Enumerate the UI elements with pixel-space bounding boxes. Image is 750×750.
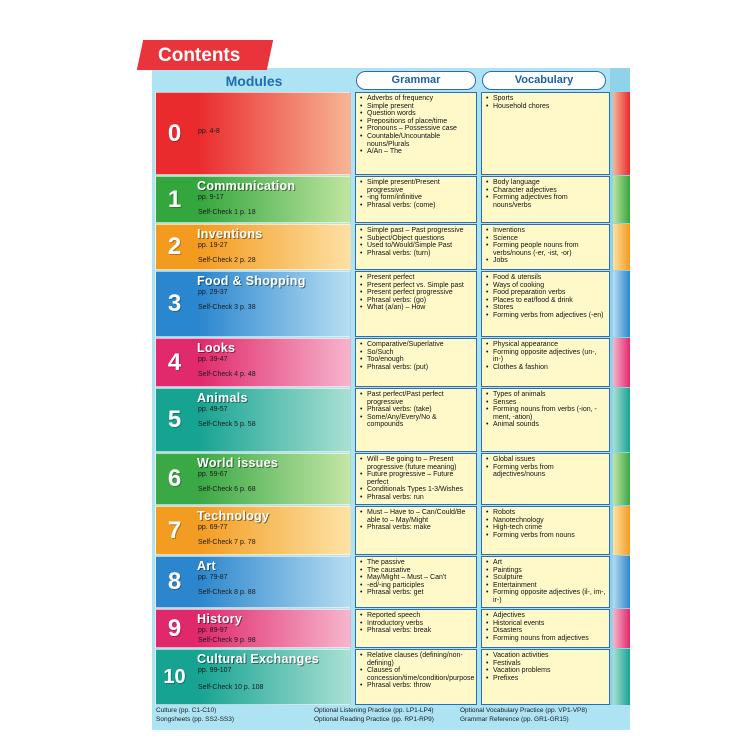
grammar-list [360,559,473,597]
vocabulary-item: • Forming people nouns from verbs/nouns (-er, -ist, -or) [486,242,606,257]
vocabulary-cell [481,453,610,505]
module-title: Looks [197,341,236,355]
module-row [155,271,610,337]
vocabulary-item: • Sculpture [486,574,606,582]
vocabulary-item: • Forming nouns from verbs (-ion, -ment, -ation) [486,406,606,421]
grammar-item: • The causative [360,567,473,575]
color-edge-strip [613,271,630,337]
vocabulary-item: • Senses [486,399,606,407]
vocabulary-cell [481,609,610,648]
footer [152,705,630,730]
grammar-item: • Reported speech [360,612,473,620]
grammar-item: • Must – Have to – Can/Could/Be able to – May/Might [360,509,473,524]
grammar-item: • Introductory verbs [360,620,473,628]
module-number: 5 [167,406,182,433]
vocabulary-item: • Ways of cooking [486,282,606,290]
vocabulary-item: • Forming opposite adjectives (il-, im-, ir-) [486,589,606,604]
module-selfcheck: Self-Check 5 p. 58 [198,421,256,428]
vocabulary-list [486,179,606,209]
vocabulary-item: • Historical events [486,620,606,628]
vocabulary-cell [481,338,610,387]
grammar-cell [355,506,477,555]
module-number: 3 [167,290,182,317]
module-block[interactable] [155,453,351,505]
vocabulary-item: • Stores [486,304,606,312]
module-block[interactable] [155,338,351,387]
vocabulary-item: • Adjectives [486,612,606,620]
vocabulary-item: • Art [486,559,606,567]
color-edge-strip [613,92,630,175]
module-block[interactable] [155,92,351,175]
module-row [155,92,610,175]
grammar-item: • Pronouns – Possessive case [360,125,473,133]
vocabulary-item: • Prefixes [486,675,606,683]
color-edge-strip [613,338,630,387]
vocabulary-cell [481,506,610,555]
grammar-cell [355,224,477,270]
footer-link-grammar[interactable]: Grammar Reference (pp. GR1-GR15) [460,716,569,723]
grammar-item: • Phrasal verbs: (put) [360,364,473,372]
grammar-item: • Conditionals Types 1-3/Wishes [360,486,473,494]
grammar-item: • Adverbs of frequency [360,95,473,103]
module-number: 8 [167,568,182,595]
grammar-item: • Present perfect [360,274,473,282]
vocabulary-item: • Forming nouns from adjectives [486,635,606,643]
module-title: Technology [197,509,270,523]
grammar-item: • Simple present/Present progressive [360,179,473,194]
grammar-item: • The passive [360,559,473,567]
footer-link-culture[interactable]: Culture (pp. C1-C10) [156,707,217,714]
grammar-header: Grammar [356,71,476,90]
vocabulary-cell [481,224,610,270]
module-row [155,176,610,223]
grammar-item: • Present perfect progressive [360,289,473,297]
vocabulary-list [486,559,606,605]
module-number: 7 [167,516,182,544]
grammar-item: • Simple past – Past progressive [360,227,473,235]
module-number: 0 [167,119,182,147]
module-title: Communication [197,179,296,193]
color-edge-strip [613,556,630,608]
vocabulary-header: Vocabulary [482,71,606,90]
grammar-list [360,227,473,257]
module-title: Animals [197,391,248,405]
module-block[interactable] [155,609,351,648]
grammar-item: • Phrasal verbs: (go) [360,297,473,305]
grammar-list [360,391,473,429]
vocabulary-list [486,391,606,429]
vocabulary-item: • Animal sounds [486,421,606,429]
vocabulary-item: • Nanotechnology [486,517,606,525]
module-block[interactable] [155,649,351,705]
module-block[interactable] [155,176,351,223]
module-pages: pp. 79-87 [198,574,228,581]
grammar-list [360,179,473,209]
vocabulary-item: • Places to eat/food & drink [486,297,606,305]
color-edge-strip [613,453,630,505]
color-edge-strip [613,609,630,648]
module-title: Cultural Exchanges [197,652,320,666]
vocabulary-item: • Body language [486,179,606,187]
vocabulary-list [486,456,606,479]
grammar-cell [355,388,477,452]
module-pages: pp. 59-67 [198,471,228,478]
module-row [155,338,610,387]
vocabulary-item: • Forming verbs from adjectives/nouns [486,464,606,479]
module-selfcheck: Self-Check 8 p. 88 [198,589,256,596]
vocabulary-item: • Disasters [486,627,606,635]
grammar-item: • Prepositions of place/time [360,118,473,126]
grammar-item: • Used to/Would/Simple Past [360,242,473,250]
grammar-list [360,509,473,532]
module-row [155,224,610,270]
vocabulary-item: • Paintings [486,567,606,575]
vocabulary-item: • Vacation activities [486,652,606,660]
vocabulary-list [486,341,606,371]
grammar-cell [355,338,477,387]
grammar-item: • Phrasal verbs: (come) [360,202,473,210]
vocabulary-item: • Physical appearance [486,341,606,349]
footer-link-listening[interactable]: Optional Listening Practice (pp. LP1-LP4) [314,707,434,714]
module-row [155,609,610,648]
grammar-cell [355,649,477,705]
grammar-item: • Some/Any/Every/No & compounds [360,414,473,429]
module-row [155,649,610,705]
module-number: 1 [167,185,182,213]
vocabulary-item: • Forming verbs from nouns [486,532,606,540]
vocabulary-list [486,509,606,539]
grammar-item: • Future progressive – Future perfect [360,471,473,486]
vocabulary-list [486,274,606,320]
grammar-item: • Phrasal verbs: (take) [360,406,473,414]
grammar-item: • What (a/an) – How [360,304,473,312]
grammar-item: • Phrasal verbs: break [360,627,473,635]
vocabulary-cell [481,92,610,175]
module-number: 4 [167,348,182,376]
footer-link-reading[interactable]: Optional Reading Practice (pp. RP1-RP9) [314,716,434,723]
grammar-cell [355,176,477,223]
module-row [155,506,610,555]
vocabulary-item: • Entertainment [486,582,606,590]
footer-link-vocabulary[interactable]: Optional Vocabulary Practice (pp. VP1-VP8) [460,707,588,714]
grammar-item: • Countable/Uncountable nouns/Plurals [360,133,473,148]
grammar-item: • Phrasal verbs: make [360,524,473,532]
module-block[interactable] [155,271,351,337]
footer-link-songsheets[interactable]: Songsheets (pp. SS2-SS3) [156,716,235,723]
grammar-cell [355,271,477,337]
color-edge-strip [613,224,630,270]
module-selfcheck: Self-Check 9 p. 98 [198,637,256,644]
grammar-item: • Phrasal verbs: get [360,589,473,597]
grammar-cell [355,92,477,175]
grammar-item: • Too/enough [360,356,473,364]
grammar-item: • Present perfect vs. Simple past [360,282,473,290]
grammar-list [360,456,473,502]
module-pages: pp. 9-17 [198,194,224,201]
module-selfcheck: Self-Check 7 p. 78 [198,539,256,546]
modules-header: Modules [225,73,283,89]
grammar-list [360,341,473,371]
grammar-item: • Relative clauses (defining/non-defining) [360,652,473,667]
module-number: 6 [167,465,182,492]
module-pages: pp. 19-27 [198,242,228,249]
color-edge-strip [613,506,630,555]
grammar-item: • -ing form/infinitive [360,194,473,202]
module-title: Food & Shopping [197,274,306,288]
grammar-list [360,612,473,635]
module-selfcheck: Self-Check 6 p. 68 [198,486,256,493]
grammar-item: • A/An – The [360,148,473,156]
grammar-item: • Question words [360,110,473,118]
vocabulary-item: • Inventions [486,227,606,235]
module-pages: pp. 99-107 [198,667,232,674]
color-edge-strip [613,176,630,223]
grammar-item: • Simple present [360,103,473,111]
grammar-item: • -ed/-ing participles [360,582,473,590]
vocabulary-list [486,227,606,265]
grammar-list [360,274,473,312]
module-selfcheck: Self-Check 4 p. 48 [198,371,256,378]
grammar-cell [355,453,477,505]
vocabulary-cell [481,176,610,223]
grammar-item: • So/Such [360,349,473,357]
vocabulary-cell [481,556,610,608]
grammar-item: • Phrasal verbs: (turn) [360,250,473,258]
vocabulary-list [486,95,606,110]
vocabulary-item: • Vacation problems [486,667,606,675]
module-pages: pp. 89-97 [198,627,228,634]
module-title: Art [197,559,216,573]
vocabulary-cell [481,649,610,705]
module-selfcheck: Self-Check 10 p. 108 [198,684,264,691]
grammar-cell [355,556,477,608]
vocabulary-cell [481,388,610,452]
module-pages: pp. 39-47 [198,356,228,363]
color-edge-strip [613,649,630,705]
vocabulary-item: • Jobs [486,257,606,265]
module-number: 9 [167,614,182,642]
module-number: 2 [167,233,182,260]
grammar-item: • Past perfect/Past perfect progressive [360,391,473,406]
module-pages: pp. 29-37 [198,289,228,296]
module-row [155,453,610,505]
vocabulary-cell [481,271,610,337]
module-selfcheck: Self-Check 3 p. 38 [198,304,256,311]
module-selfcheck: Self-Check 1 p. 18 [198,209,256,216]
vocabulary-item: • Household chores [486,103,606,111]
vocabulary-list [486,612,606,642]
grammar-item: • Will – Be going to – Present progressive (future meaning) [360,456,473,471]
module-title: World issues [197,456,279,470]
vocabulary-item: • Forming adjectives from nouns/verbs [486,194,606,209]
module-row [155,556,610,608]
grammar-list [360,95,473,156]
vocabulary-item: • Clothes & fashion [486,364,606,372]
grammar-item: • Comparative/Superlative [360,341,473,349]
vocabulary-item: • Types of animals [486,391,606,399]
grammar-item: • Phrasal verbs: run [360,494,473,502]
vocabulary-item: • Sports [486,95,606,103]
module-title: History [197,612,243,626]
vocabulary-item: • Festivals [486,660,606,668]
grammar-item: • Subject/Object questions [360,235,473,243]
grammar-list [360,652,473,690]
grammar-item: • Clauses of concession/time/condition/purpose [360,667,473,682]
module-title: Inventions [197,227,263,241]
color-edge-strip [613,388,630,452]
vocabulary-item: • High-tech crime [486,524,606,532]
module-pages: pp. 4-8 [198,128,220,135]
module-block[interactable] [155,556,351,608]
grammar-item: • Phrasal verbs: throw [360,682,473,690]
vocabulary-item: • Robots [486,509,606,517]
module-selfcheck: Self-Check 2 p. 28 [198,257,256,264]
module-pages: pp. 69-77 [198,524,228,531]
vocabulary-item: • Forming verbs from adjectives (-en) [486,312,606,320]
vocabulary-list [486,652,606,682]
module-block[interactable] [155,506,351,555]
vocabulary-item: • Character adjectives [486,187,606,195]
vocabulary-item: • Food preparation verbs [486,289,606,297]
vocabulary-item: • Forming opposite adjectives (un-, in-) [486,349,606,364]
module-row [155,388,610,452]
grammar-cell [355,609,477,648]
page-title: Contents [158,45,241,66]
vocabulary-item: • Global issues [486,456,606,464]
grammar-item: • May/Might – Must – Can't [360,574,473,582]
module-block[interactable] [155,224,351,270]
vocabulary-item: • Food & utensils [486,274,606,282]
vocabulary-item: • Science [486,235,606,243]
module-pages: pp. 49-57 [198,406,228,413]
module-block[interactable] [155,388,351,452]
module-number: 10 [163,665,186,688]
